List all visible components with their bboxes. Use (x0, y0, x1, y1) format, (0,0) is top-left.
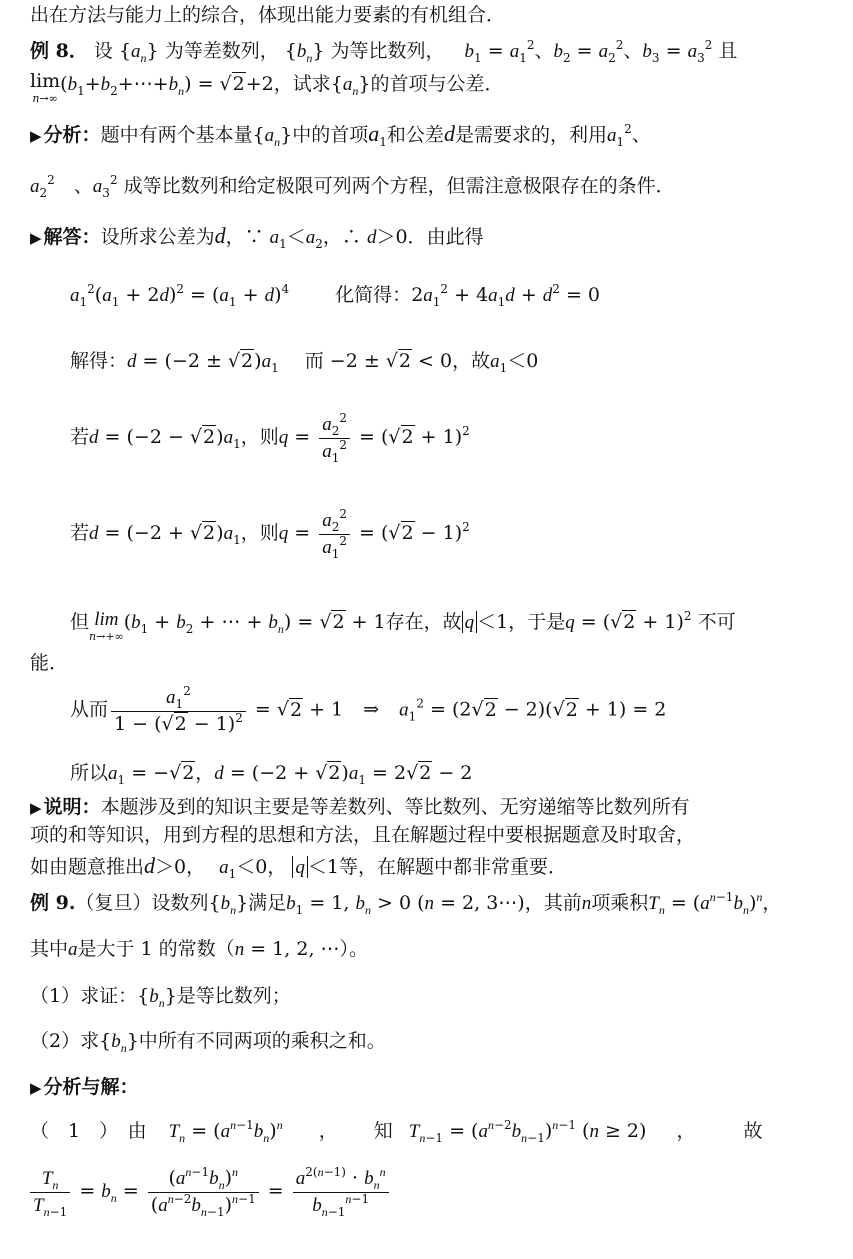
solution-line-1: ▶ 解答：设所求公差为d，∵ $a_1<a_2$，∴ d＞0．由此得 (30, 223, 484, 251)
analysis-solution-heading: ▶ 分析与解： (30, 1076, 139, 1098)
note-line-3: 如由题意推出d＞0， $a_1<0$， q ＜1等，在解题中都非常重要． (30, 853, 567, 881)
triangle-bullet-icon: ▶ (30, 229, 42, 247)
triangle-bullet-icon: ▶ (30, 127, 42, 145)
equation-case-2: 若$d = (-2 + √2)a_1$，则q = $\frac{a_2^2}{a_1^2}$ = $(√2 - 1)^2$ (70, 507, 470, 561)
text-line: 出在方法与能力上的综合，体现出能力要素的有机组合． (30, 4, 506, 26)
question-2: （2）求$\{b_n\}$中所有不同两项的乘积之和。 (30, 1030, 386, 1055)
limit-condition: 但 lim n→+∞ ($b_1 + b_2$ + ⋯ + $b_n) = √2 + 1$存在，故 q ＜1，于是$q = (√2 + 1)^2$ 不可 (70, 609, 736, 643)
note-line-1: ▶ 说明：本题涉及到的知识主要是等差数列、等比数列、无穷递缩等比数列所有 (30, 796, 690, 818)
part-1-line: （ 1 ） 由 $T_n = (a^{n-1}b_n)^n$ ， 知 $T_{n-1} = (a^{n-2}b_{n-1})^{n-1}$ (n ≥ 2) ， 故 (30, 1118, 763, 1145)
example-9-statement: 例 9.（复旦）设数列$\{b_n\}$满足$b_1 = 1$, $b_n > 0$ (n = 2, 3⋯)，其前n项乘积$T_n = (a^{n-1}b_n)^n$， (30, 890, 782, 917)
triangle-bullet-icon: ▶ (30, 1079, 42, 1097)
part-1-fraction: $\frac{T_n}{T_{n-1}}$ = $b_n$ = $\frac{(a^{n-1}b_n)^n}{(a^{n-2}b_{n-1})^{n-1}}$ = $\frac{a^{2(n-1)} \cdot b_n^n}{b_{n-1}^{n-1}}$ (30, 1166, 835, 1218)
equation-1: $a_1^2(a_1 + 2d)^2 = (a_1 + d)^4$ 化简得：$2a_1^2 + 4a_1d + d^2 = 0$ (70, 282, 601, 309)
equation-case-1: 若$d = (-2 - √2)a_1$，则q = $\frac{a_2^2}{a_1^2}$ = $(√2 + 1)^2$ (70, 411, 470, 465)
equation-result: 所以$a_1 = -√2$，$d = (-2 + √2)a_1 = 2√2 - 2$ (70, 762, 473, 787)
text-line: 能． (30, 652, 69, 674)
triangle-bullet-icon: ▶ (30, 799, 42, 817)
analysis-line-2: $a_2^2$ 、$a_3^2$ 成等比数列和给定极限可列两个方程，但需注意极限存在的条件． (30, 173, 675, 200)
equation-2: 解得：$d = (-2 \pm √2)a_1$ 而 −2 ± √2 < 0，故$a_1<0$ (70, 350, 539, 375)
note-line-2: 项的和等知识，用到方程的思想和方法，且在解题过程中要根据题意及时取舍， (30, 824, 696, 846)
question-1: （1）求证：$\{b_n\}$是等比数列； (30, 985, 291, 1010)
example-label: 例 9. (30, 892, 76, 914)
example-8-condition: lim n→∞ $(b_1+b_2+\cdots+b_n) = √2+2$，试求$\{a_n\}$的首项与公差． (30, 70, 504, 105)
example-label: 例 8． (30, 40, 88, 62)
analysis-line-1: ▶ 分析：题中有两个基本量$\{a_n\}$中的首项$a_1$和公差d是需要求的，利用$a_1^2$、 (30, 121, 651, 149)
equation-3: 从而 $\frac{a_1^2}{1 - (√2 - 1)^2}$ = √2 + 1 ⇒ $a_1^2 = (2√2 - 2)(√2 + 1) = 2$ (70, 684, 667, 735)
example-9-condition: 其中a是大于 1 的常数（n = 1, 2, ⋯）。 (30, 938, 369, 960)
example-8-statement: 例 8． 设 $\{a_n\}$ 为等差数列， $\{b_n\}$ 为等比数列， $b_1 = a_1^2$、$b_2 = a_2^2$、$b_3 = a_3^2$ 且 (30, 38, 738, 65)
